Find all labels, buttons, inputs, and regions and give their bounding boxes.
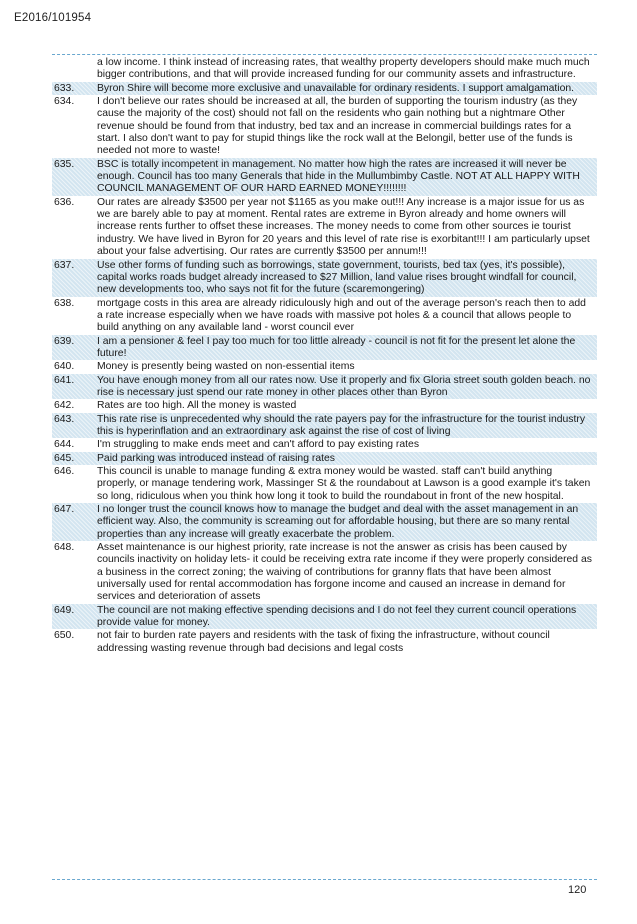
- response-text: I don't believe our rates should be increased at all, the burden of supporting the tourism industry (as they cause the majority of the cost) should not fall on the residents who gain nothing but a nightmare Other revenue should be found from that industry, bed tax and an increase in commercial buildings rates for a start. I also don't want to pay for stupid things like the rock wall at the Belongil, better use of the funds is needed not more to waste!: [97, 96, 578, 157]
- response-number: 634.: [54, 96, 75, 108]
- response-row: [52, 297, 597, 335]
- response-text: This rate rise is unprecedented why should the rate payers pay for the infrastructure for the tourist industry this is hyperinflation and an extraordinary ask against the rise of cost of living: [97, 413, 586, 437]
- response-text: mortgage costs in this area are already ridiculously high and out of the average person's reach then to add a rate increase especially when we have roads with massive pot holes & a council that allows people to build anything on any available land - worst council ever: [97, 297, 586, 334]
- response-number: 648.: [54, 542, 75, 554]
- response-number: 637.: [54, 259, 75, 271]
- response-row: [52, 629, 597, 655]
- response-row: [52, 399, 597, 412]
- response-number: [52, 57, 97, 82]
- response-number: 650.: [54, 630, 75, 642]
- response-number: 640.: [54, 361, 75, 373]
- response-number: 649.: [54, 604, 75, 616]
- response-text: Use other forms of funding such as borrowings, state government, tourists, bed tax (yes, it's possible), capital works roads budget already increased to $27 Million, land value rises brought windfall for council, new developments too, who says not fit for the future (scaremongering): [97, 259, 577, 296]
- page-number: 120: [568, 884, 587, 896]
- response-row: [52, 541, 597, 604]
- response-text: You have enough money from all our rates now. Use it properly and fix Gloria street south golden beach. no rise is necessary just spend our rate money in other places other than Byron: [97, 374, 591, 398]
- response-number: 646.: [54, 466, 75, 477]
- response-row: [52, 413, 597, 439]
- response-text: I am a pensioner & feel I pay too much for too little already - council is not fit for the present let alone the future!: [97, 335, 576, 359]
- response-number: 635.: [54, 158, 75, 170]
- response-row: [52, 95, 597, 158]
- response-text: Our rates are already $3500 per year not $1165 as you make out!!! Any increase is a major issue for us as we are barely able to pay at moment. Rental rates are extreme in Byron already and home owners will increase rents further to offset these increases. The money needs to come from other sources ie tourist industry. We have lived in Byron for 20 years and this level of rate rise is exorbitant!!! I am particularly upset about your false advertising. Our rates are currently $3500 per annum!!!: [97, 196, 590, 258]
- response-text: The council are not making effective spending decisions and I do not feel they current council operations provide value for money.: [97, 604, 577, 629]
- response-number: 643.: [54, 413, 75, 425]
- response-text: I'm struggling to make ends meet and can't afford to pay existing rates: [97, 439, 420, 451]
- response-text: a low income. I think instead of increasing rates, that wealthy property developers should make much much bigger contributions, and that will provide increased funding for our community assets and infrastructure.: [97, 57, 590, 81]
- response-text: Asset maintenance is our highest priority, rate increase is not the answer as crisis has been caused by councils inactivity on holiday lets- it could be receiving extra rate income if they were properly considered as a business in the correct zoning; the waiving of contributions for granny flats that have been almost universally used for rental accommodation has forgone income and caused an increase in demand for services and deterioration of assets: [97, 542, 592, 603]
- response-number: 636.: [54, 196, 75, 208]
- response-row: [52, 360, 597, 373]
- response-number: 638.: [54, 297, 75, 309]
- response-row: [52, 503, 597, 541]
- response-number: 641.: [54, 374, 75, 386]
- response-text: Money is presently being wasted on non-essential items: [97, 361, 355, 373]
- response-number: 644.: [54, 439, 75, 451]
- response-row: [52, 374, 597, 400]
- response-number: 642.: [54, 400, 75, 412]
- top-divider: [52, 54, 597, 55]
- response-text: Rates are too high. All the money is wasted: [97, 400, 297, 412]
- response-row: [52, 335, 597, 361]
- response-number: 639.: [54, 335, 75, 347]
- response-row: [52, 438, 597, 451]
- response-row: [52, 259, 597, 297]
- response-text: BSC is totally incompetent in management. No matter how high the rates are increased it will never be enough. Council has too many Generals that hide in the Mullumbimby Castle. NOT AT ALL HAPPY WITH COUNCIL MANAGEMENT OF OUR HARD EARNED MONEY!!!!!!!!: [97, 158, 580, 195]
- response-number: 633.: [54, 82, 75, 94]
- response-row: [52, 604, 597, 630]
- response-text: not fair to burden rate payers and residents with the task of fixing the infrastructure, without council addressing wasting revenue through bad decisions and legal costs: [97, 630, 550, 654]
- response-text: This council is unable to manage funding & extra money would be wasted. staff can't build anything properly, or manage tendering work, Massinger St & the roundabout at Lawson is a good example it's taken so long, ridiculous when you think how long it took to build the roundabout in front of the new hospital.: [97, 466, 591, 502]
- document-id: E2016/101954: [14, 12, 92, 24]
- response-row: [52, 465, 597, 503]
- response-row: [52, 56, 597, 82]
- response-row: [52, 452, 597, 465]
- bottom-divider: [52, 879, 597, 880]
- response-row: [52, 158, 597, 196]
- response-text: I no longer trust the council knows how to manage the budget and deal with the asset management in an efficient way. Also, the community is screaming out for affordable housing, but there are so many rental properties than any increase will greatly exacerbate the problem.: [97, 504, 579, 540]
- response-text: Paid parking was introduced instead of raising rates: [97, 452, 335, 464]
- response-list: [52, 56, 597, 655]
- response-number: 645.: [54, 452, 75, 464]
- response-number: 647.: [54, 504, 75, 516]
- response-row: [52, 82, 597, 95]
- response-row: [52, 196, 597, 259]
- response-text: Byron Shire will become more exclusive and unavailable for ordinary residents. I support amalgamation.: [97, 82, 575, 94]
